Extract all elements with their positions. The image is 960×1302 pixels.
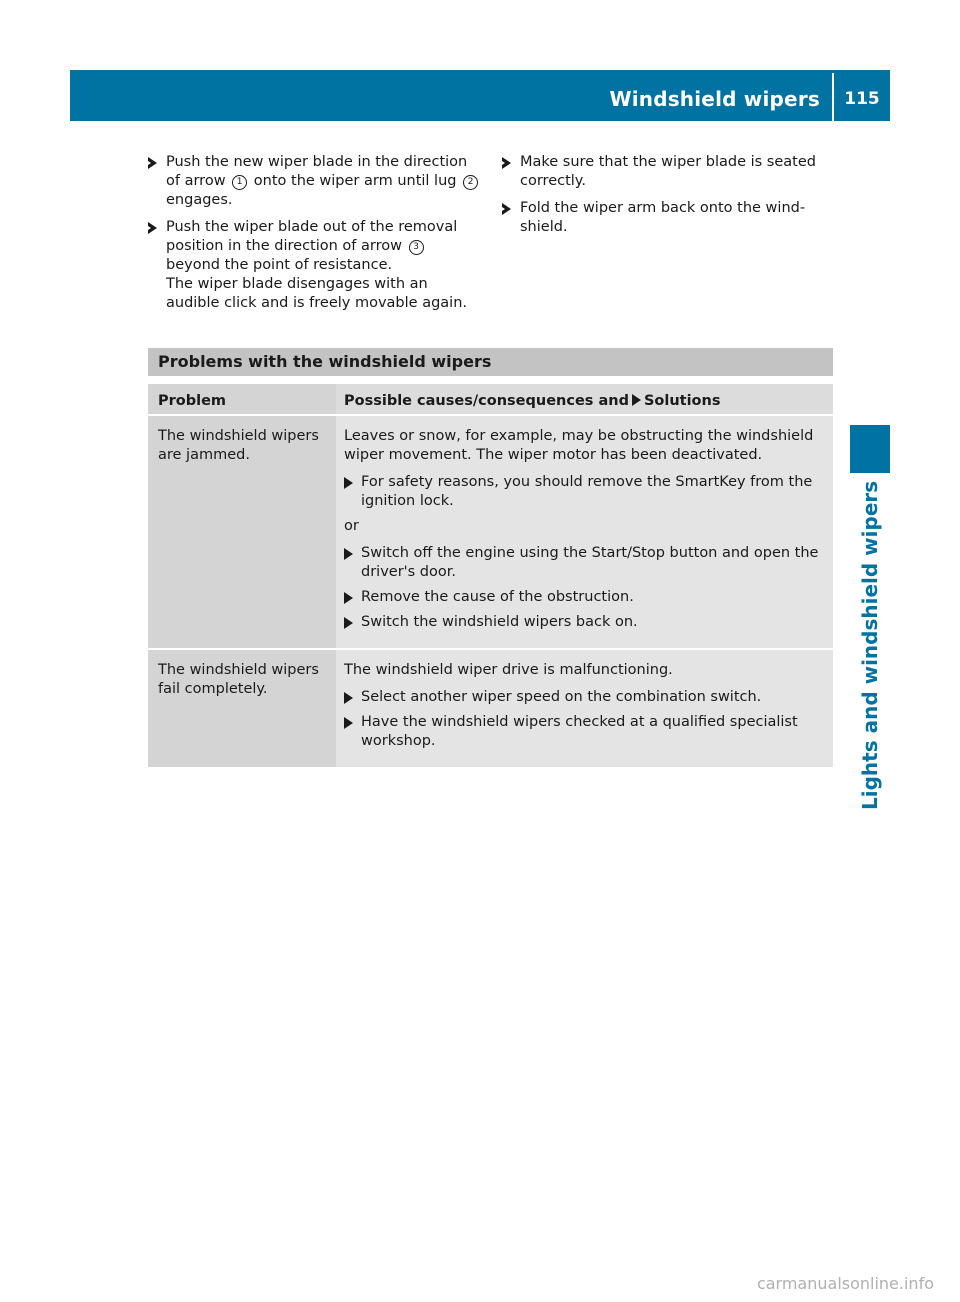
step-arrow-icon [344, 477, 353, 489]
page-header-title: Windshield wipers [609, 87, 820, 111]
step-text: Select another wiper speed on the combination switch. [361, 689, 762, 705]
solution-cell [336, 416, 833, 648]
step-arrow-icon [502, 157, 511, 169]
section-heading-bar [148, 348, 833, 376]
step-arrow-icon [148, 222, 157, 234]
table-row [148, 416, 833, 648]
solution-step [344, 473, 821, 511]
step-arrow-icon [502, 203, 511, 215]
step-text: Switch off the engine using the Start/Stop button and open the driver's door. [361, 545, 819, 580]
left-column [148, 153, 484, 321]
solution-cell [336, 650, 833, 767]
cause-text: Leaves or snow, for example, may be obstructing the windshield wiper movement. The wiper motor has been deactivated. [344, 428, 814, 463]
solution-step [344, 588, 821, 607]
cause-text: The windshield wiper drive is malfunctioning. [344, 662, 673, 678]
column-header-causes [336, 384, 833, 414]
chapter-tab-marker [850, 425, 890, 473]
page-header-bar [70, 70, 890, 121]
troubleshooting-table [148, 384, 833, 769]
problem-cell: The windshield wipers are jammed. [148, 416, 336, 648]
instruction-step [148, 218, 484, 313]
step-text: onto the wiper arm until lug [253, 173, 457, 189]
solution-step [344, 544, 821, 582]
section-title: Problems with the windshield wipers [158, 352, 492, 371]
right-column [502, 153, 832, 245]
watermark: carmanualsonline.info [756, 1274, 934, 1293]
step-arrow-icon [344, 692, 353, 704]
step-text: For safety reasons, you should remove the SmartKey from the ignition lock. [361, 474, 813, 509]
callout-number-icon: 2 [463, 175, 478, 190]
solution-step [344, 613, 821, 632]
chapter-tab-label: Lights and windshield wipers [858, 480, 882, 810]
step-text: Push the new wiper blade in the direction of arrow [166, 154, 468, 189]
step-text: Switch the windshield wipers back on. [361, 614, 638, 630]
step-arrow-icon [148, 157, 157, 169]
step-text: Remove the cause of the obstruction. [361, 589, 634, 605]
or-text: or [344, 518, 359, 534]
step-arrow-icon [344, 617, 353, 629]
step-text: Fold the wiper arm back onto the wind- shield. [520, 200, 806, 235]
solution-step [344, 713, 821, 751]
step-arrow-icon [344, 717, 353, 729]
step-text: engages. [166, 192, 233, 208]
column-header-causes-text: Possible causes/consequences and [344, 393, 629, 409]
problem-cell: The windshield wipers fail completely. [148, 650, 336, 767]
step-text: beyond the point of resistance. [166, 257, 393, 273]
callout-number-icon: 1 [232, 175, 247, 190]
solution-arrow-icon [632, 394, 641, 406]
step-text: Have the windshield wipers checked at a qualified specialist workshop. [361, 714, 798, 749]
table-row [148, 650, 833, 767]
solution-step [344, 688, 821, 707]
callout-number-icon: 3 [409, 240, 424, 255]
step-text: Push the wiper blade out of the removal position in the direction of arrow [166, 219, 458, 254]
instruction-step [502, 199, 832, 237]
step-result-text: The wiper blade disengages with an audible click and is freely movable again. [166, 276, 467, 311]
step-arrow-icon [344, 548, 353, 560]
instruction-step [502, 153, 832, 191]
step-arrow-icon [344, 592, 353, 604]
column-header-problem: Problem [148, 384, 336, 414]
instruction-step [148, 153, 484, 210]
page-number: 115 [844, 89, 880, 109]
step-text: Make sure that the wiper blade is seated correctly. [520, 154, 816, 189]
table-header-row [148, 384, 833, 414]
column-header-solutions-text: Solutions [643, 393, 721, 409]
